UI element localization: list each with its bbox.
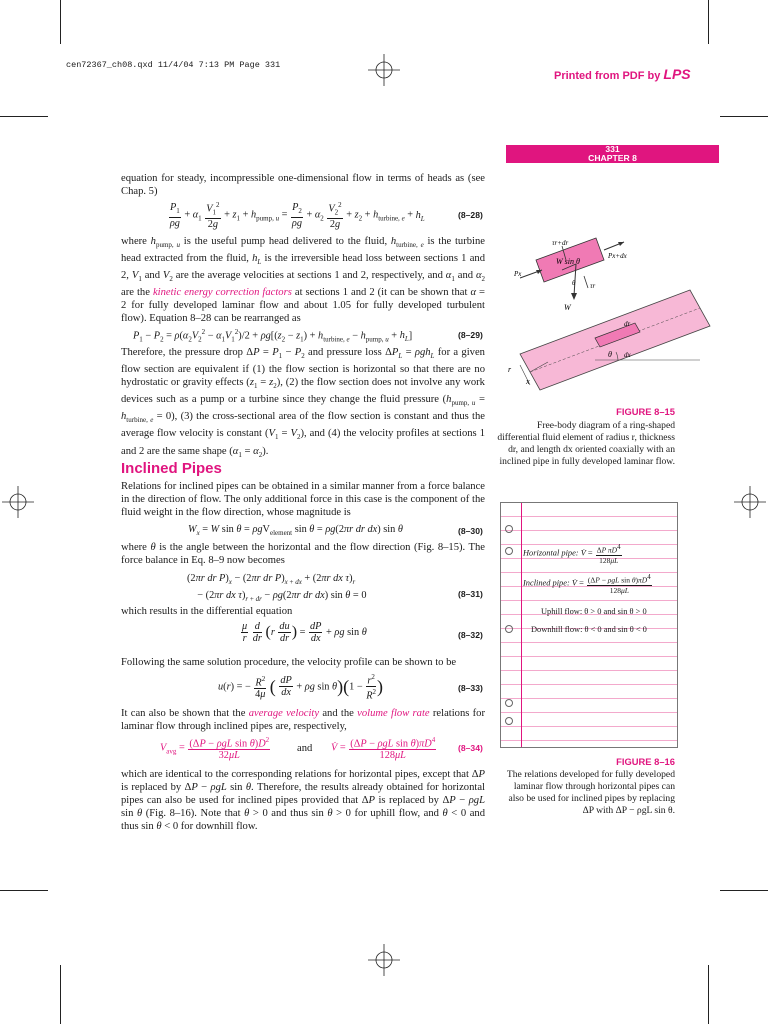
- paragraph-also: It can also be shown that the average velocity and the volume flow rate relations for laminar flow through inclined pipes are, respectively,: [121, 708, 486, 732]
- chapter-banner: [506, 145, 719, 163]
- element-free-body: [520, 238, 624, 300]
- binder-hole-icon: [505, 547, 513, 555]
- figure-8-15-title: FIGURE 8–15: [616, 406, 675, 417]
- figure-8-15-caption: Free-body diagram of a ring-shaped differential fluid element of radius r, thickness dr, and length dx oriented coaxially with an inclined pipe in fully developed laminar flow.: [497, 420, 675, 467]
- registration-mark-icon: [2, 486, 34, 518]
- equation-8-29: $P_1 - P_2 = \rho(\alpha_2V_2^2 - \alpha_1V_1^2)/2 + \rho g[(z_2 - z_1) + h_{turbine, e} - h_{pump, u} + h_L]$: [133, 328, 413, 344]
- label-theta: θ: [608, 350, 612, 359]
- binder-hole-icon: [505, 699, 513, 707]
- binder-hole-icon: [505, 525, 513, 533]
- equation-8-34-flow: V̇ = $\frac{(\Delta P - \rho gL \sin \theta)\pi D^4}{128\mu L}$: [331, 736, 436, 762]
- paragraph-therefore: Therefore, the pressure drop $\Delta P = P_1 - P_2$ and pressure loss $\Delta P_L = \rho gh_L$ for a given flow section are equivalent if (1) the flow section is horizontal so that there are no hydrostatic or gravity effects $(z_1 = z_2)$, (2) the flow section does not involve any work devices such as a pump or a turbine since they change the fluid pressure $(h_{pump, u} = h_{turbine, e} = 0)$, (3) the cross-sectional area of the flow section is constant and thus the average flow velocity is constant $(V_1 = V_2)$, and (4) the velocity profiles at sections 1 and 2 are the same shape $(\alpha_1 = \alpha_2)$.: [121, 347, 486, 459]
- paragraph-intro: equation for steady, incompressible one-dimensional flow in terms of heads as (see Chap. 5): [121, 173, 485, 197]
- equation-8-31: (2πr dr $P)_x - (2\pi r$ dr $P)_{x + dx} + (2\pi r$ dx $\tau)_r$ − (2πr dx $\tau)_{r + dr} - \rho g(2\pi r$ dr dx) sin θ = 0: [187, 573, 367, 604]
- label-theta-element: θ: [572, 279, 576, 287]
- section-title: Inclined Pipes: [121, 460, 222, 477]
- label-tau-rdr: τr+dr: [552, 239, 569, 247]
- equation-8-32: $\frac{\mu}{r}$ $\frac{d}{dr}$ (r $\frac{du}{dr}$ ) = $\frac{dP}{dx}$ + ρg sin θ: [242, 621, 367, 644]
- figure-8-16-title: FIGURE 8–16: [616, 756, 675, 767]
- equation-number: (8–29): [458, 330, 483, 340]
- equation-number: (8–32): [458, 630, 483, 640]
- label-tau-r: τr: [590, 282, 596, 290]
- figure-8-15-diagram: [500, 230, 720, 400]
- crop-mark: [708, 0, 709, 44]
- label-x: x: [526, 377, 530, 386]
- figure-8-16-notepad: [500, 502, 678, 748]
- label-r: r: [508, 365, 512, 374]
- registration-mark-icon: [734, 486, 766, 518]
- equation-8-33: u(r) = − $\frac{R^2}{4\mu}$ ( $\frac{dP}{dx}$ + ρg sin θ)(1 − $\frac{r^2}{R^2}$ ): [218, 673, 383, 702]
- equation-number: (8–31): [458, 589, 483, 599]
- label-p-xdx: Px+dx: [608, 252, 627, 260]
- label-p-x: Px: [514, 270, 522, 278]
- downhill-note: Downhill flow: θ < 0 and sin θ < 0: [531, 625, 647, 634]
- margin-line: [521, 503, 522, 747]
- equation-number: (8–28): [458, 210, 483, 220]
- label-dr: dr: [624, 320, 631, 328]
- binder-hole-icon: [505, 625, 513, 633]
- registration-mark-icon: [368, 944, 400, 976]
- equation-8-34-avg: $V_{avg}$ = $\frac{(\Delta P - \rho gL \sin \theta)D^2}{32\mu L}$: [160, 736, 270, 762]
- equation-number: (8–33): [458, 683, 483, 693]
- crop-mark: [708, 965, 709, 1024]
- crop-mark: [0, 116, 48, 117]
- crop-mark: [60, 965, 61, 1024]
- figure-8-16-caption: The relations developed for fully developed laminar flow through horizontal pipes can also be used for inclined pipes by replacing ΔP with ΔP − ρgL sin θ.: [506, 769, 675, 816]
- paragraph-following: Following the same solution procedure, the velocity profile can be shown to be: [121, 657, 457, 668]
- chapter-label: CHAPTER 8: [588, 153, 637, 163]
- label-w: W: [564, 303, 571, 312]
- binder-hole-icon: [505, 717, 513, 725]
- equation-number: (8–34): [458, 743, 483, 753]
- uphill-note: Uphill flow: θ > 0 and sin θ > 0: [541, 607, 647, 616]
- crop-mark: [720, 890, 768, 891]
- printed-from-text: Printed from PDF by: [554, 70, 661, 82]
- paragraph-where: where $h_{pump, u}$ is the useful pump head delivered to the fluid, $h_{turbine, e}$ is the turbine head extracted from the fluid, $h_L$ is the irreversible head loss between sections 1 and 2, $V_1$ and $V_2$ are the average velocities at sections 1 and 2, respectively, and $\alpha_1$ and $\alpha_2$ are the kinetic energy correction factors at sections 1 and 2 (it can be shown that α = 2 for fully developed laminar flow and about 1.05 for fully developed turbulent flow). Equation 8–28 can be rearranged as: [121, 236, 486, 325]
- file-info: cen72367_ch08.qxd 11/4/04 7:13 PM Page 331: [66, 60, 281, 70]
- label-dx: dx: [624, 351, 631, 359]
- crop-mark: [720, 116, 768, 117]
- horizontal-pipe-formula: Horizontal pipe: V̇ = $\frac{\Delta P \pi D^4}{128\mu L}$: [523, 543, 621, 565]
- equation-8-30: $W_x = W$ sin θ = ρgV$_{element}$ sin θ = ρg(2πr dr dx) sin θ: [188, 524, 403, 538]
- equation-8-28: $\frac{P_1}{\rho g}$ + $\alpha_1$ $\frac{V_1^2}{2g}$ + $z_1 + h_{pump, u}$ = $\frac{P_2}{\rho g}$ + $\alpha_2$ $\frac{V_2^2}{2g}$ + $z_2 + h_{turbine, e} + h_L$: [169, 201, 425, 231]
- crop-mark: [0, 890, 48, 891]
- paragraph-theta: where θ is the angle between the horizontal and the flow direction (Fig. 8–15). The force balance in Eq. 8–9 now becomes: [121, 542, 485, 566]
- paragraph-inclined: Relations for inclined pipes can be obtained in a similar manner from a force balance in the direction of flow. The only additional force in this case is the component of the fluid weight in the flow direction, whose magnitude is: [121, 481, 485, 518]
- lps-logo: LPS: [663, 66, 691, 82]
- crop-mark: [60, 0, 61, 44]
- label-w-sin: W sin θ: [556, 257, 580, 266]
- and-text: and: [297, 743, 313, 754]
- pipe-body: [520, 290, 710, 390]
- printed-from-label: [554, 66, 691, 82]
- inclined-pipe-formula: Inclined pipe: V̇ = $\frac{(\Delta P - \rho gL \sin \theta)\pi D^4}{128\mu L}$: [523, 573, 651, 595]
- registration-mark-icon: [368, 54, 400, 86]
- page-number: 331: [605, 144, 620, 154]
- equation-number: (8–30): [458, 526, 483, 536]
- paragraph-differential: which results in the differential equation: [121, 606, 293, 617]
- paragraph-identical: which are identical to the corresponding relations for horizontal pipes, except that ΔP is replaced by ΔP − ρgL sin θ. Therefore, the results already obtained for horizontal pipes can also be used for inclined pipes provided that ΔP is replaced by ΔP − ρgL sin θ (Fig. 8–16). Note that θ > 0 and thus sin θ > 0 for uphill flow, and θ < 0 and thus sin θ < 0 for downhill flow.: [121, 769, 485, 832]
